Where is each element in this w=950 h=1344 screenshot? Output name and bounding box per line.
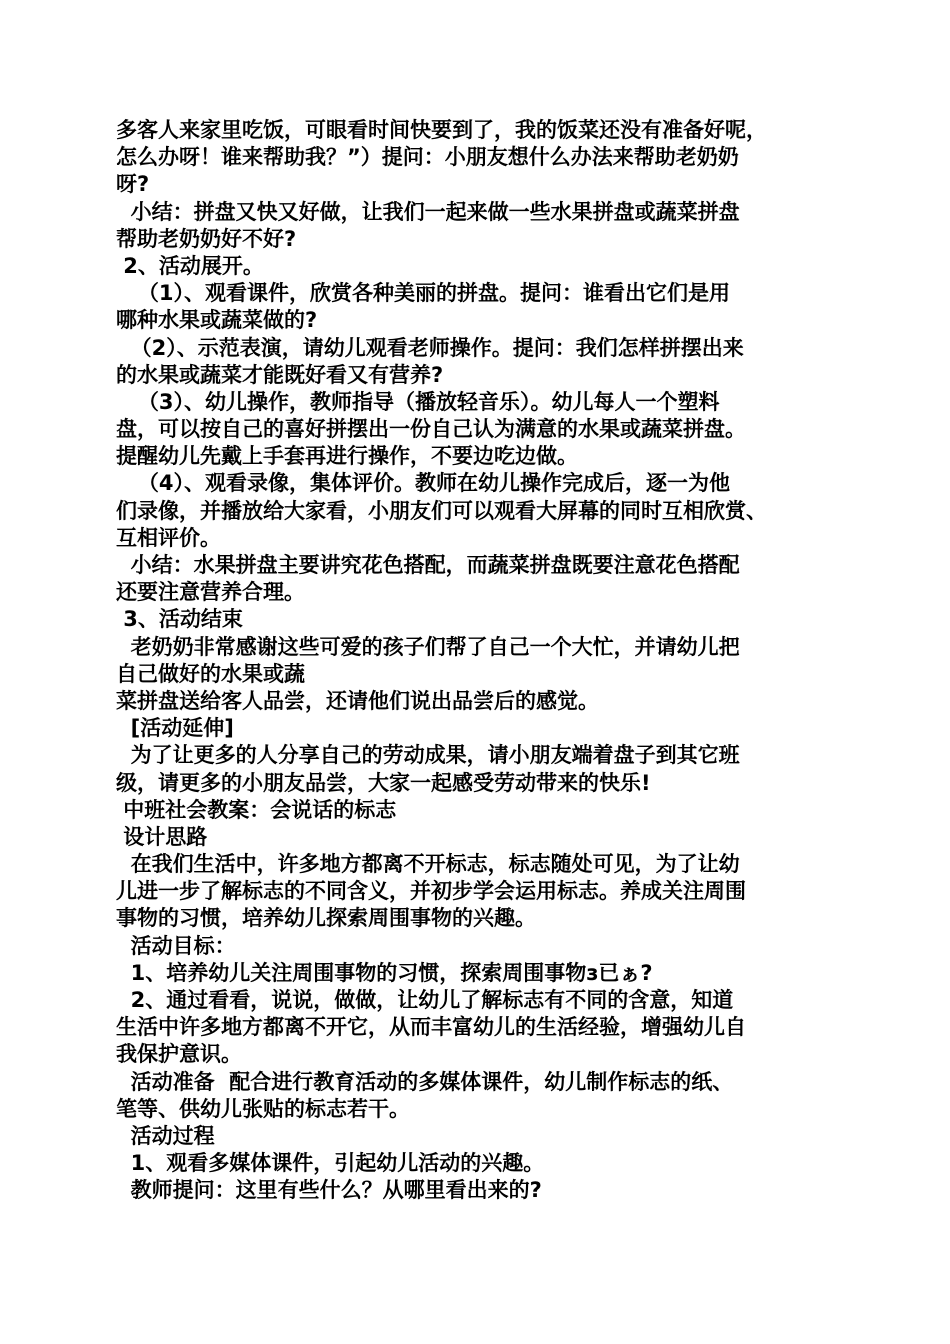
document-body (116, 117, 846, 1205)
text-line: 儿进一步了解标志的不同含义，并初步学会运用标志。养成关注周围 (116, 879, 746, 904)
text-line: 生活中许多地方都离不开它，从而丰富幼儿的生活经验，增强幼儿自 (116, 1015, 746, 1040)
text-line: 盘，可以按自己的喜好拼摆出一份自己认为满意的水果或蔬菜拼盘。 (116, 417, 746, 442)
document-title: 中班社会教案：会说话的标志 (116, 797, 397, 822)
section-heading: [活动延伸] (116, 716, 234, 741)
text-line: 2、通过看看，说说，做做，让幼儿了解标志有不同的含意，知道 (116, 988, 734, 1012)
section-heading: 活动过程 (116, 1123, 215, 1148)
text-line: （2）、示范表演，请幼儿观看老师操作。提问：我们怎样拼摆出来 (116, 335, 744, 360)
text-line: 提醒幼儿先戴上手套再进行操作，不要边吃边做。 (116, 444, 578, 469)
text-line: （1）、观看课件，欣赏各种美丽的拼盘。提问：谁看出它们是用 (116, 281, 731, 306)
text-line: 为了让更多的人分享自己的劳动成果，请小朋友端着盘子到其它班 (116, 743, 740, 768)
text-line: （3）、幼儿操作，教师指导（播放轻音乐）。幼儿每人一个塑料 (116, 389, 720, 414)
text-line: 菜拼盘送给客人品尝，还请他们说出品尝后的感觉。 (116, 688, 599, 713)
text-line: 小结：拼盘又快又好做，让我们一起来做一些水果拼盘或蔬菜拼盘 (116, 199, 740, 224)
text-line: 呀? (116, 172, 150, 197)
text-line: 的水果或蔬菜才能既好看又有营养? (116, 362, 444, 387)
text-line: 帮助老奶奶好不好? (116, 226, 297, 251)
text-line: 多客人来家里吃饭，可眼看时间快要到了，我的饭菜还没有准备好呢， (116, 118, 767, 142)
text-line: 哪种水果或蔬菜做的? (116, 308, 318, 333)
text-line: 1、观看多媒体课件，引起幼儿活动的兴趣。 (116, 1151, 545, 1176)
text-line: （4）、观看录像，集体评价。教师在幼儿操作完成后，逐一为他 (116, 471, 731, 496)
text-line: 小结：水果拼盘主要讲究花色搭配，而蔬菜拼盘既要注意花色搭配 (116, 553, 740, 577)
text-line: 级，请更多的小朋友品尝，大家一起感受劳动带来的快乐! (116, 770, 651, 795)
text-line: 活动准备 配合进行教育活动的多媒体课件，幼儿制作标志的纸、 (116, 1069, 734, 1094)
text-line: 我保护意识。 (116, 1042, 242, 1067)
text-line: 怎么办呀！谁来帮助我？”）提问：小朋友想什么办法来帮助老奶奶 (116, 145, 739, 170)
text-line: 在我们生活中，许多地方都离不开标志，标志随处可见，为了让幼 (116, 852, 740, 877)
section-heading: 2、活动展开。 (116, 253, 264, 278)
text-line: 笔等、供幼儿张贴的标志若干。 (116, 1096, 410, 1121)
text-line: 教师提问：这里有些什么？从哪里看出来的? (116, 1178, 542, 1203)
section-heading: 3、活动结束 (116, 607, 243, 632)
text-line: 还要注意营养合理。 (116, 580, 305, 605)
text-line: 事物的习惯，培养幼儿探索周围事物的兴趣。 (116, 906, 536, 931)
text-line: 自己做好的水果或蔬 (116, 661, 305, 686)
text-line: 1、培养幼儿关注周围事物的习惯，探索周围事物з已ぁ? (116, 960, 653, 985)
section-heading: 活动目标： (116, 933, 236, 958)
text-line: 老奶奶非常感谢这些可爱的孩子们帮了自己一个大忙，并请幼儿把 (116, 634, 740, 659)
text-line: 互相评价。 (116, 525, 221, 550)
text-line: 们录像，并播放给大家看，小朋友们可以观看大屏幕的同时互相欣赏、 (116, 498, 767, 523)
section-heading: 设计思路 (116, 824, 208, 849)
